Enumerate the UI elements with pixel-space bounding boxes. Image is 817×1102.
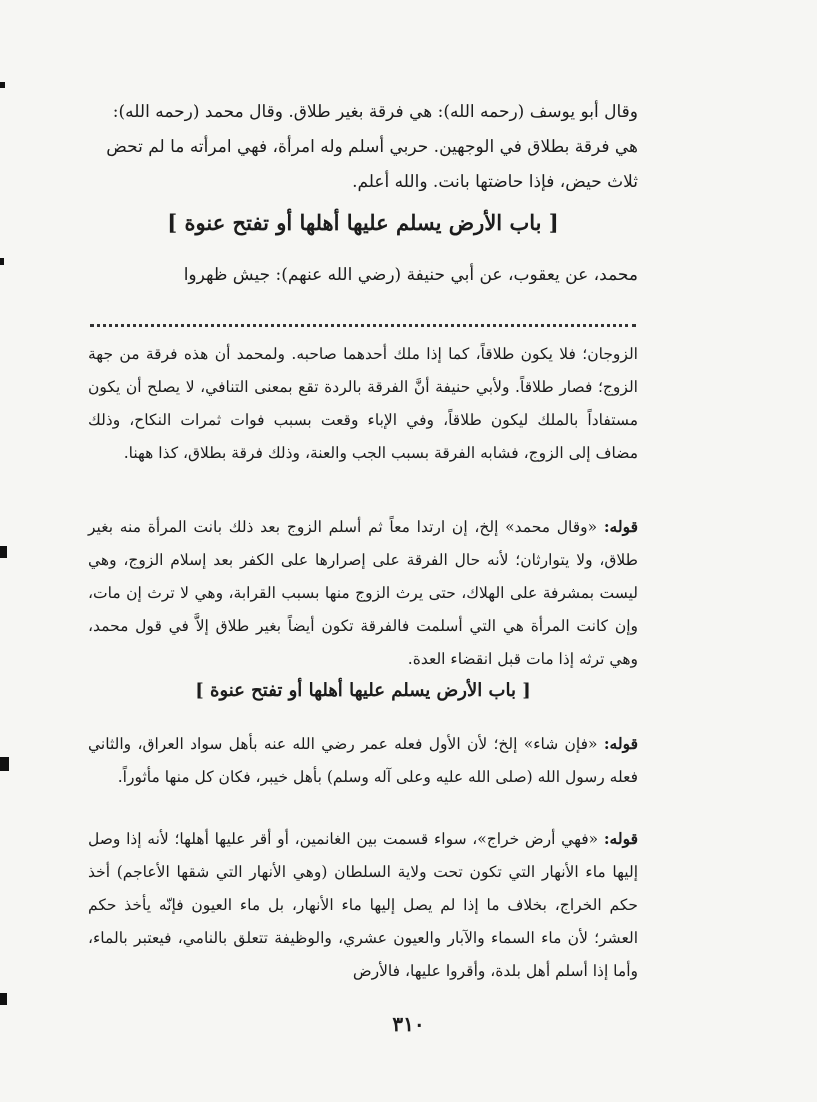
commentary-paragraph [88,822,638,988]
matn-line: وقال أبو يوسف (رحمه الله): هي فرقة بغير طلاق. وقال محمد (رحمه الله): [112,102,638,122]
section-divider [90,312,636,327]
matn-continuation: محمد، عن يعقوب، عن أبي حنيفة (رضي الله عنهم): جيش ظهروا [183,265,638,285]
commentary-text: «فهي أرض خراج»، سواء قسمت بين الغانمين، أو أقر عليها أهلها؛ لأنه إذا وصل إليها ماء الأنهار التي تكون تحت ولاية السلطان (وهي الأنهار التي شقها الأعاجم) أخذ حكم الخراج، بخلاف ما إذا لم يصل إليها ماء الأنهار، بل ماء العيون فإنّه يأخذ حكم العشر؛ لأن ماء السماء والآبار والعيون عشري، والوظيفة تتعلق بالنامي، فيعتبر بالماء، وأما إذا أسلم أهل بلدة، وأقروا عليها، فالأرض [88,830,638,980]
page-number: ٣١٠ [392,1012,425,1036]
scan-edge-mark [0,82,5,88]
commentary-chapter-heading: [ باب الأرض يسلم عليها أهلها أو تفتح عنوة ] [195,680,531,701]
commentary-text: «وقال محمد» إلخ، إن ارتدا معاً ثم أسلم الزوج بعد ذلك بانت المرأة منه بغير طلاق، ولا يتوارثان؛ لأنه حال الفرقة على إصرارها على الكفر بعد إسلام الزوج، وهي ليست بمشرفة على الهلاك، حتى يرث الزوج منها بسبب القرابة، وهي لا ترث إن مات، وإن كانت المرأة هي التي أسلمت فالفرقة تكون أيضاً بغير طلاق إلاَّ في قول محمد، وهي ترثه إذا مات قبل انقضاء العدة. [88,518,638,668]
matn-line: هي فرقة بطلاق في الوجهين. حربي أسلم وله امرأة، فهي امرأته ما لم تحض [106,137,638,157]
scan-edge-mark [0,993,7,1005]
chapter-heading: [ باب الأرض يسلم عليها أهلها أو تفتح عنوة ] [167,210,559,235]
commentary-paragraph: الزوجان؛ فلا يكون طلاقاً، كما إذا ملك أحدهما صاحبه. ولمحمد أن هذه فرقة من جهة الزوج؛ فصار طلاقاً. ولأبي حنيفة أنَّ الفرقة بالردة تقع بمعنى التنافي، لا يصلح أن يكون مستفاداً بالملك ليكون طلاقاً، وفي الإباء وقعت بسبب فوات ثمرات النكاح، وذلك مضاف إلى الزوج، فشابه الفرقة بسبب الجب والعنة، وذلك فرقة بطلاق، كذا ههنا. [88,345,638,462]
matn-line: ثلاث حيض، فإذا حاضتها بانت. والله أعلم. [352,172,638,192]
scan-edge-mark [0,258,4,265]
commentary-paragraph [88,510,638,676]
scan-edge-mark [0,546,7,558]
commentary-lead: قوله: [603,829,638,848]
commentary-paragraph [88,727,638,794]
commentary-lead: قوله: [603,517,638,536]
matn-text [88,95,638,200]
commentary-text: «فإن شاء» إلخ؛ لأن الأول فعله عمر رضي الله عنه بأهل سواد العراق، والثاني فعله رسول الله (صلى الله عليه وعلى آله وسلم) بأهل خيبر، فكان كل منها مأثوراً. [88,735,638,786]
scan-edge-mark [0,757,9,771]
commentary-lead: قوله: [603,734,638,753]
